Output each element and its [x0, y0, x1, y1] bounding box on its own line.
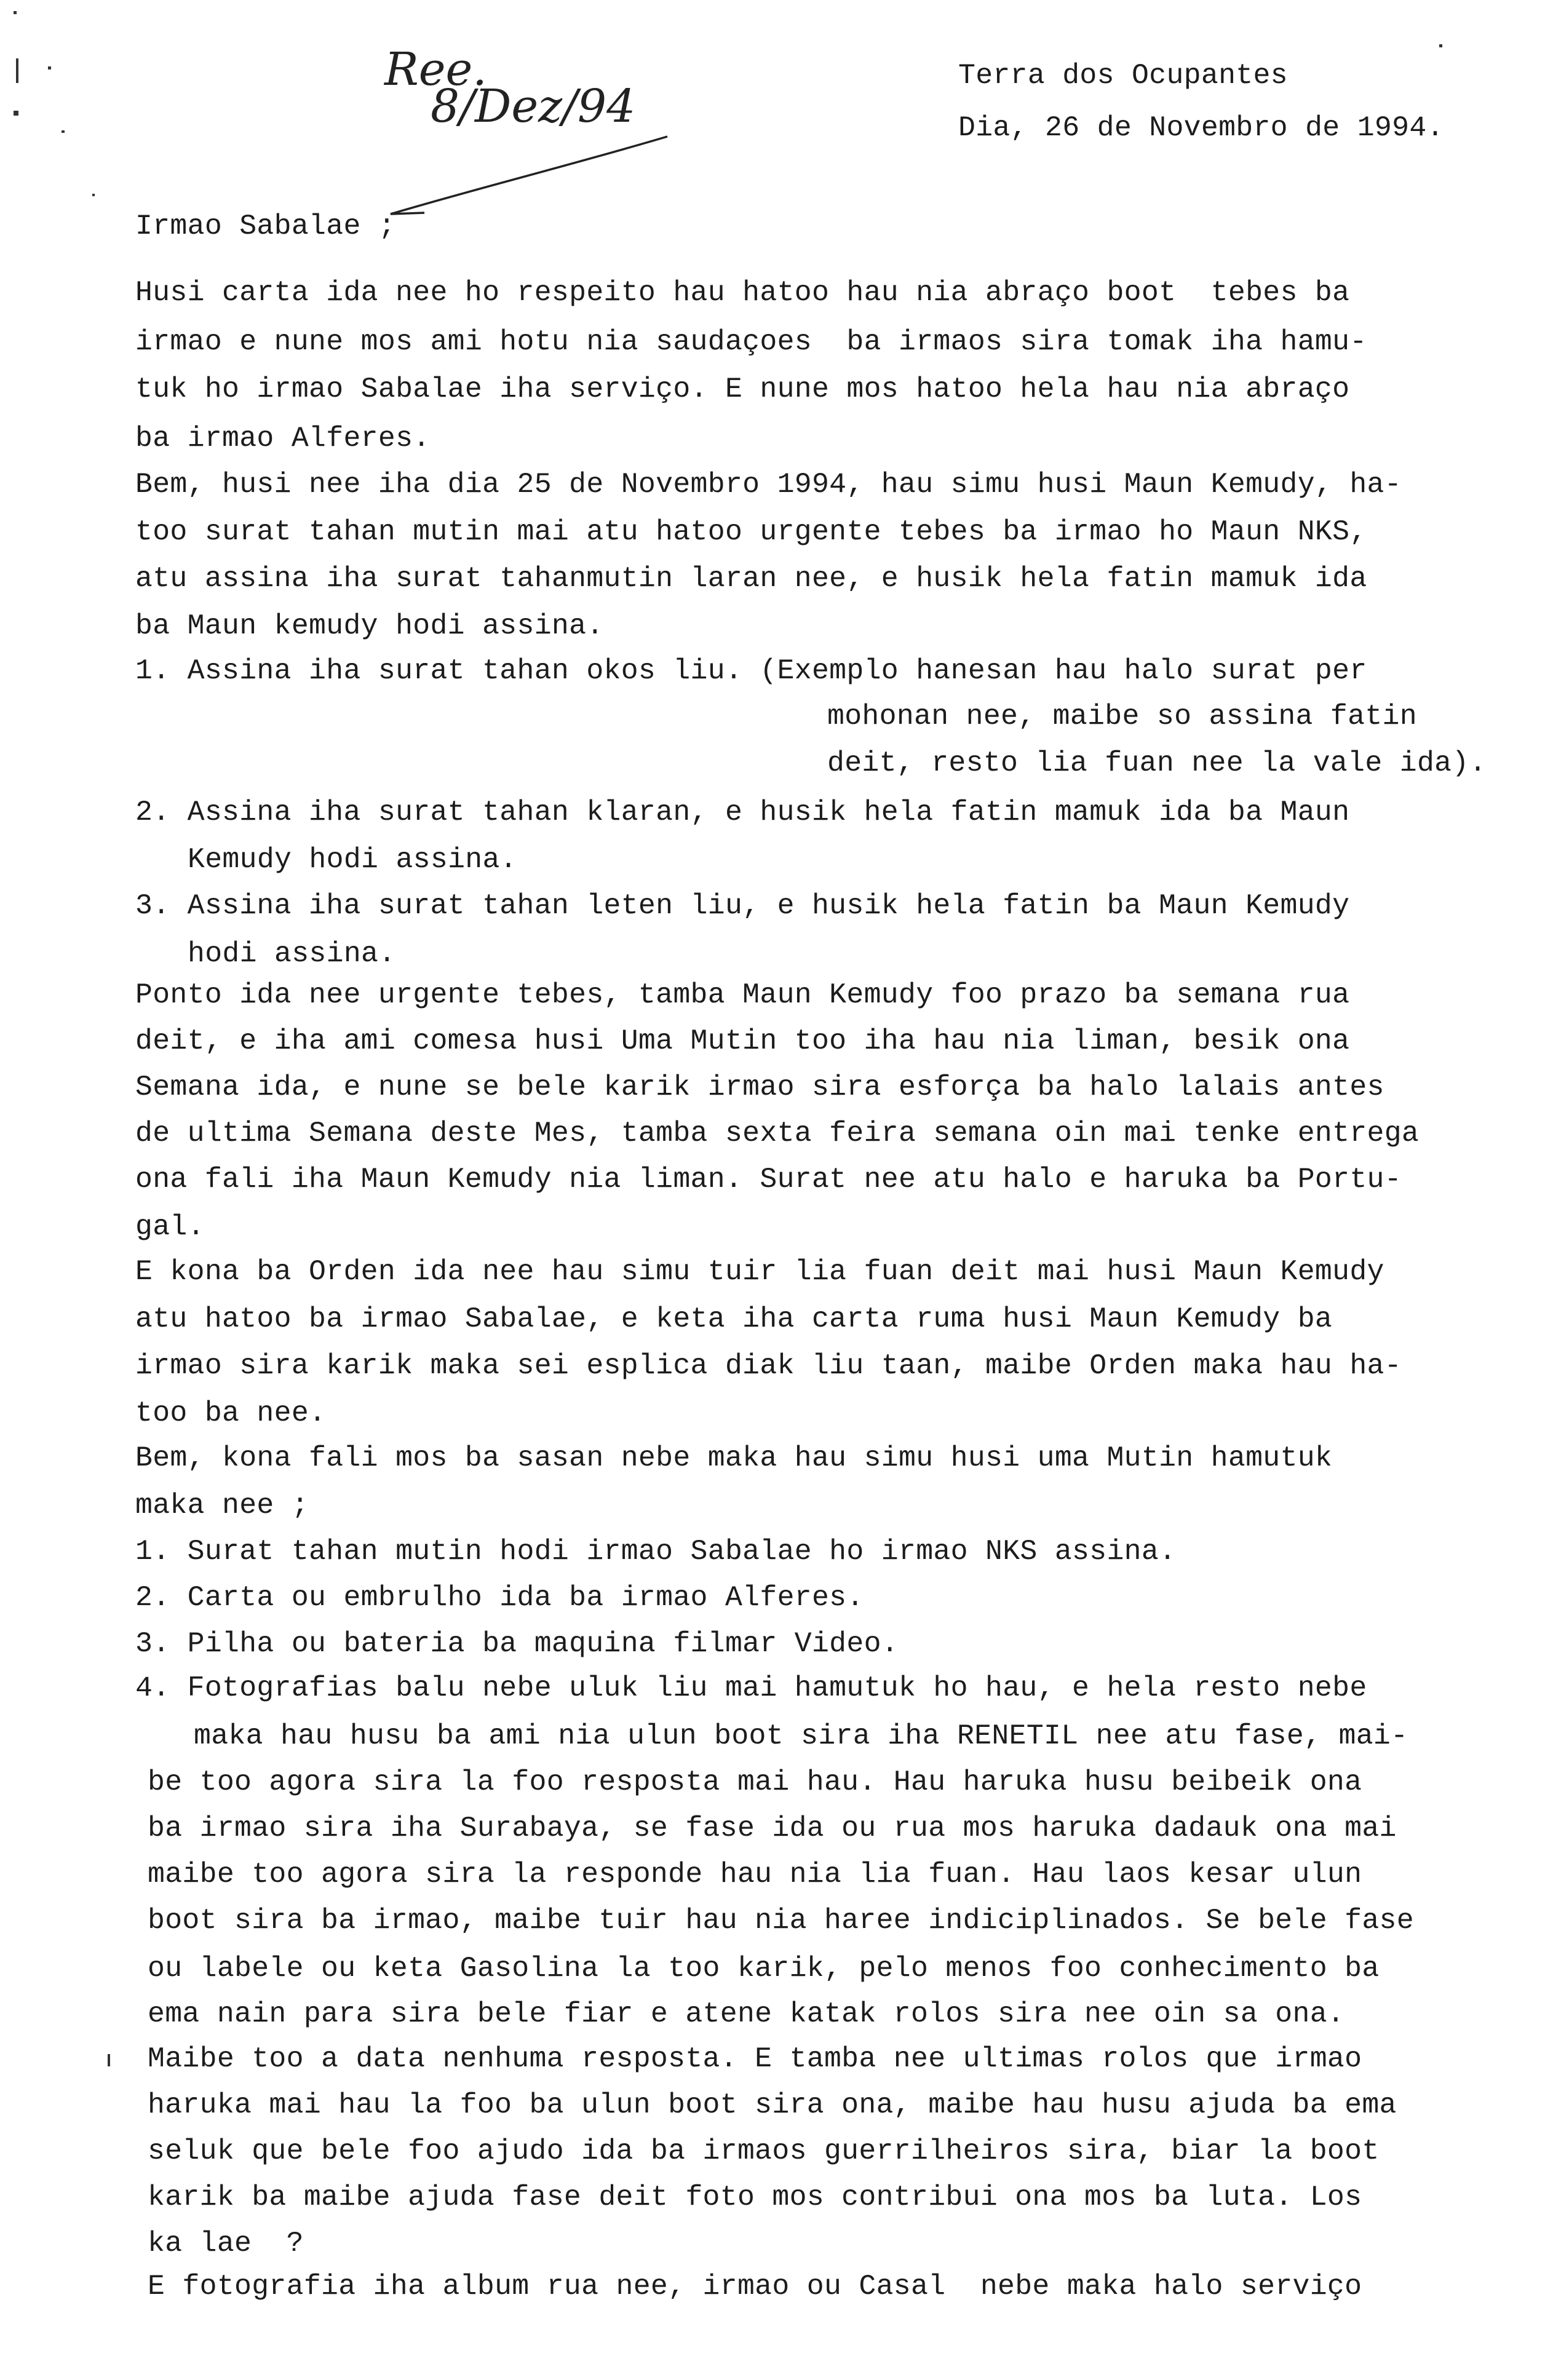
- body-line: ba irmao Alferes.: [135, 422, 431, 454]
- list-item-1: 1. Assina iha surat tahan okos liu. (Exemplo hanesan hau halo surat per: [135, 654, 1367, 687]
- body-line: seluk que bele foo ajudo ida ba irmaos guerrilheiros sira, biar la boot: [148, 2135, 1380, 2167]
- body-line: too surat tahan mutin mai atu hatoo urgente tebes ba irmao ho Maun NKS,: [135, 515, 1367, 548]
- body-line: ba Maun kemudy hodi assina.: [135, 609, 604, 642]
- handwritten-annotation-line1: Ree.: [384, 43, 487, 96]
- body-line: irmao e nune mos ami hotu nia saudaçoes ba irmaos sira tomak iha hamu-: [135, 325, 1367, 358]
- body-line: ka lae ?: [148, 2227, 304, 2259]
- body-line: maka nee ;: [135, 1489, 309, 1521]
- item-list-4-cont: maka hau husu ba ami nia ulun boot sira iha RENETIL nee atu fase, mai-: [194, 1720, 1408, 1752]
- item-list-1: 1. Surat tahan mutin hodi irmao Sabalae ho irmao NKS assina.: [135, 1535, 1177, 1568]
- list-item-2-cont: Kemudy hodi assina.: [188, 843, 517, 876]
- body-line: gal.: [135, 1210, 205, 1243]
- body-line: boot sira ba irmao, maibe tuir hau nia haree indiciplinados. Se bele fase: [148, 1904, 1414, 1937]
- body-line: atu hatoo ba irmao Sabalae, e keta iha carta ruma husi Maun Kemudy ba: [135, 1303, 1333, 1335]
- handwritten-annotation-line2: 8/Dez/94: [431, 80, 636, 133]
- body-line: E kona ba Orden ida nee hau simu tuir lia fuan deit mai husi Maun Kemudy: [135, 1255, 1384, 1288]
- body-line: haruka mai hau la foo ba ulun boot sira ona, maibe hau husu ajuda ba ema: [148, 2088, 1397, 2121]
- list-item-2: 2. Assina iha surat tahan klaran, e husik hela fatin mamuk ida ba Maun: [135, 796, 1350, 828]
- item-list-3: 3. Pilha ou bateria ba maquina filmar Video.: [135, 1627, 899, 1660]
- body-line: irmao sira karik maka sei esplica diak liu taan, maibe Orden maka hau ha-: [135, 1349, 1402, 1382]
- scan-speck: [108, 2054, 110, 2066]
- item-list-2: 2. Carta ou embrulho ida ba irmao Alferes.: [135, 1581, 864, 1614]
- body-line: E fotografia iha album rua nee, irmao ou Casal nebe maka halo serviço: [148, 2270, 1362, 2303]
- list-item-1-cont: deit, resto lia fuan nee la vale ida).: [827, 747, 1487, 779]
- body-line: tuk ho irmao Sabalae iha serviço. E nune mos hatoo hela hau nia abraço: [135, 373, 1350, 405]
- salutation: Irmao Sabalae ;: [135, 210, 396, 242]
- body-line: ona fali iha Maun Kemudy nia liman. Surat nee atu halo e haruka ba Portu-: [135, 1163, 1402, 1196]
- item-list-4: 4. Fotografias balu nebe uluk liu mai hamutuk ho hau, e hela resto nebe: [135, 1672, 1367, 1704]
- list-item-3-cont: hodi assina.: [188, 937, 396, 970]
- body-line: ba irmao sira iha Surabaya, se fase ida ou rua mos haruka dadauk ona mai: [148, 1812, 1397, 1844]
- body-line: Semana ida, e nune se bele karik irmao sira esforça ba halo lalais antes: [135, 1071, 1384, 1103]
- header-date: Dia, 26 de Novembro de 1994.: [958, 111, 1444, 144]
- body-line: too ba nee.: [135, 1397, 327, 1429]
- body-line: Ponto ida nee urgente tebes, tamba Maun Kemudy foo prazo ba semana rua: [135, 978, 1350, 1011]
- body-line: be too agora sira la foo resposta mai hau. Hau haruka husu beibeik ona: [148, 1766, 1362, 1798]
- body-line: atu assina iha surat tahanmutin laran nee, e husik hela fatin mamuk ida: [135, 562, 1367, 595]
- list-item-3: 3. Assina iha surat tahan leten liu, e husik hela fatin ba Maun Kemudy: [135, 889, 1350, 922]
- body-line: ema nain para sira bele fiar e atene katak rolos sira nee oin sa ona.: [148, 1997, 1345, 2030]
- body-line: ou labele ou keta Gasolina la too karik, pelo menos foo conhecimento ba: [148, 1952, 1380, 1985]
- body-line: karik ba maibe ajuda fase deit foto mos contribui ona mos ba luta. Los: [148, 2181, 1362, 2213]
- body-line: maibe too agora sira la responde hau nia lia fuan. Hau laos kesar ulun: [148, 1858, 1362, 1890]
- list-item-1-cont: mohonan nee, maibe so assina fatin: [827, 700, 1417, 732]
- header-place: Terra dos Ocupantes: [958, 59, 1288, 92]
- body-line: de ultima Semana deste Mes, tamba sexta feira semana oin mai tenke entrega: [135, 1117, 1420, 1149]
- body-line: Maibe too a data nenhuma resposta. E tamba nee ultimas rolos que irmao: [148, 2042, 1362, 2075]
- body-line: Husi carta ida nee ho respeito hau hatoo hau nia abraço boot tebes ba: [135, 276, 1350, 309]
- body-line: deit, e iha ami comesa husi Uma Mutin too iha hau nia liman, besik ona: [135, 1025, 1350, 1057]
- body-line: Bem, kona fali mos ba sasan nebe maka hau simu husi uma Mutin hamutuk: [135, 1442, 1333, 1474]
- body-line: Bem, husi nee iha dia 25 de Novembro 1994, hau simu husi Maun Kemudy, ha-: [135, 468, 1402, 501]
